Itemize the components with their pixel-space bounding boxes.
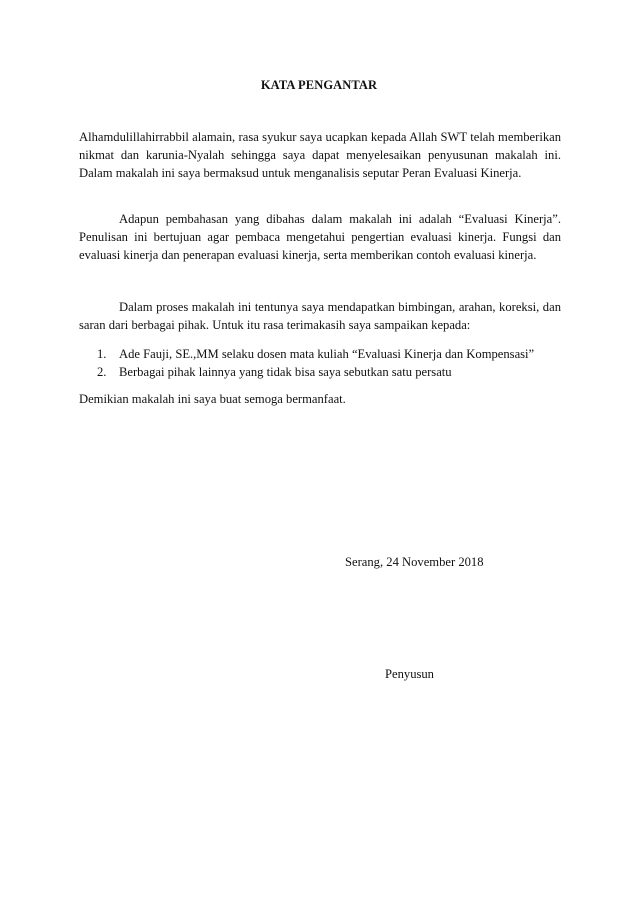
paragraph-thanks: Dalam proses makalah ini tentunya saya mendapatkan bimbingan, arahan, koreksi, dan saran dari berbagai pihak. Untuk itu rasa terimakasih saya sampaikan kepada: [79,300,561,333]
list-number: 2. [97,365,107,380]
list-item [79,363,561,381]
place-date: Serang, 24 November 2018 [345,555,484,569]
list-text: Ade Fauji, SE.,MM selaku dosen mata kuliah “Evaluasi Kinerja dan Kompensasi” [119,347,535,361]
document-title: KATA PENGANTAR [260,78,378,92]
thanks-list [79,345,561,381]
paragraph-content: Adapun pembahasan yang dibahas dalam makalah ini adalah “Evaluasi Kinerja”. Penulisan ini bertujuan agar pembaca mengetahui pengertian evaluasi kinerja. Fungsi dan evaluasi kinerja dan penerapan evaluasi kinerja, serta memberikan contoh evaluasi kinerja. [79,212,561,263]
paragraph-intro: Alhamdulillahirrabbil alamain, rasa syukur saya ucapkan kepada Allah SWT telah memberikan nikmat dan karunia-Nyalah sehingga saya dapat menyelesaikan penyusunan makalah ini. Dalam makalah ini saya bermaksud untuk menganalisis seputar Peran Evaluasi Kinerja. [79,130,561,181]
list-number: 1. [97,347,107,361]
signer-label: Penyusun [385,667,434,681]
list-item [79,345,561,363]
closing-sentence: Demikian makalah ini saya buat semoga bermanfaat. [79,392,346,406]
list-text: Berbagai pihak lainnya yang tidak bisa saya sebutkan satu persatu [119,365,452,380]
